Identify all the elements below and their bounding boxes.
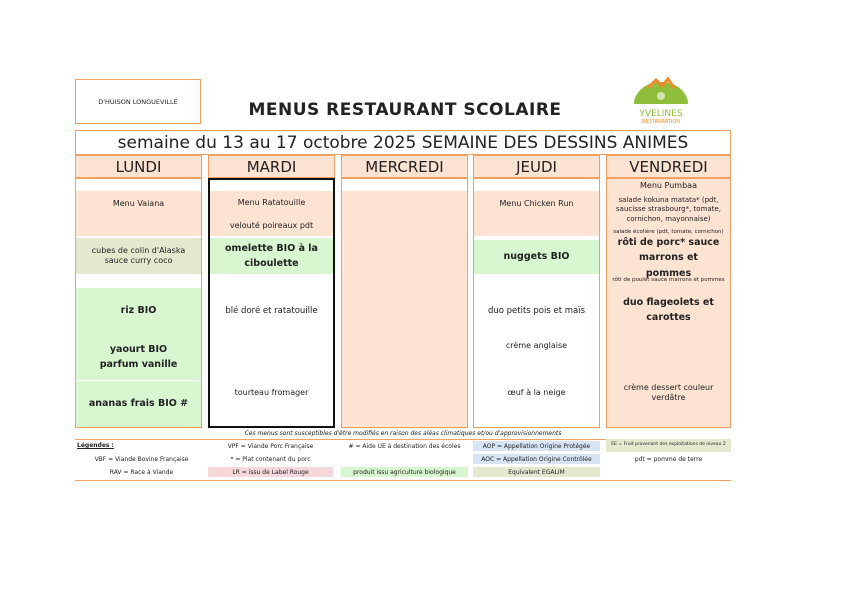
lundi-side: riz BIO	[76, 288, 201, 334]
mardi-main: omelette BIO à la ciboulette	[210, 238, 333, 274]
legend-aop: AOP = Appellation Origine Protégée	[473, 441, 600, 451]
vendredi-main-alt: rôti de poulet sauce marrons et pommes	[612, 276, 725, 283]
footnote: Ces menus sont susceptibles d'être modifiés en raison des aléas climatiques et/ou d'approvisionnements	[244, 429, 562, 437]
legend-rav: RAV = Race à Viande	[109, 468, 174, 476]
jeudi-side: duo petits pois et maïs	[487, 305, 586, 316]
vendredi-starter-alt: salade écolière (pdt, tomate, cornichon)	[613, 228, 724, 235]
legend-vbf: VBF = Viande Bovine Française	[94, 455, 189, 463]
vendredi-menu: Menu Pumbaa	[640, 181, 697, 190]
school-box	[75, 79, 201, 124]
legend-lr: LR = issu de Label Rouge	[208, 467, 333, 477]
legend-bio: produit issu agriculture biologique	[341, 467, 468, 477]
day-header-jeudi: JEUDI	[473, 155, 600, 178]
vendredi-side: duo flageolets et carottes	[623, 296, 714, 323]
vendredi-starter: salade kokuna matata* (pdt, saucisse strasbourg*, tomate, cornichon, mayonnaise)	[616, 196, 721, 223]
legend-pdt: pdt = pomme de terre	[634, 455, 703, 463]
jeudi-dessert: œuf à la neige	[507, 388, 566, 397]
day-header-vendredi: VENDREDI	[606, 155, 731, 178]
page-title: MENUS RESTAURANT SCOLAIRE	[248, 100, 562, 120]
lundi-main: cubes de colin d'Alaska sauce curry coco	[76, 238, 201, 274]
legend-egalim: Equivalent EGALIM	[473, 467, 600, 477]
mardi-side: blé doré et ratatouille	[225, 305, 318, 316]
mercredi-spacer	[342, 179, 467, 191]
vendredi-main: rôti de porc* sauce marrons et pommes	[617, 237, 720, 279]
mardi-starter: velouté poireaux pdt	[229, 221, 314, 230]
legend-vpf: VPF = Viande Porc Française	[227, 442, 314, 450]
logo-icon	[626, 76, 696, 106]
legend-hash: # = Aide UE à destination des écoles	[348, 442, 461, 450]
legend-title: Légendes :	[77, 442, 114, 449]
jeudi-main: nuggets BIO	[474, 240, 599, 274]
mardi-menu: Menu Ratatouille	[237, 198, 306, 207]
vendredi-dessert: crème dessert couleur verdâtre	[623, 383, 714, 402]
lundi-dairy: yaourt BIO parfum vanille	[76, 334, 201, 380]
logo-name: YVELINES	[639, 109, 683, 119]
legend-ee: EE = Fruit provenant des exploitations de niveau 2	[606, 439, 731, 452]
school-name: D'HUISON LONGUEVILLE	[98, 97, 178, 106]
jeudi-menu: Menu Chicken Run	[499, 198, 574, 208]
legend-aoc: AOC = Appellation Origine Contrôlée	[473, 454, 600, 464]
jeudi-dairy: crème anglaise	[505, 341, 568, 350]
legend-porc: * = Plat contenant du porc	[230, 455, 311, 463]
lundi-dessert: ananas frais BIO #	[76, 381, 201, 427]
day-header-mardi: MARDI	[208, 155, 335, 178]
week-banner: semaine du 13 au 17 octobre 2025 SEMAINE DES DESSINS ANIMES	[75, 130, 731, 155]
column-mercredi	[341, 178, 468, 428]
logo	[626, 76, 696, 125]
lundi-menu: Menu Vaiana	[112, 198, 165, 208]
logo-sub: RESTAURATION	[641, 119, 681, 125]
mardi-dessert: tourteau fromager	[234, 388, 309, 397]
day-header-lundi: LUNDI	[75, 155, 202, 178]
day-header-mercredi: MERCREDI	[341, 155, 468, 178]
